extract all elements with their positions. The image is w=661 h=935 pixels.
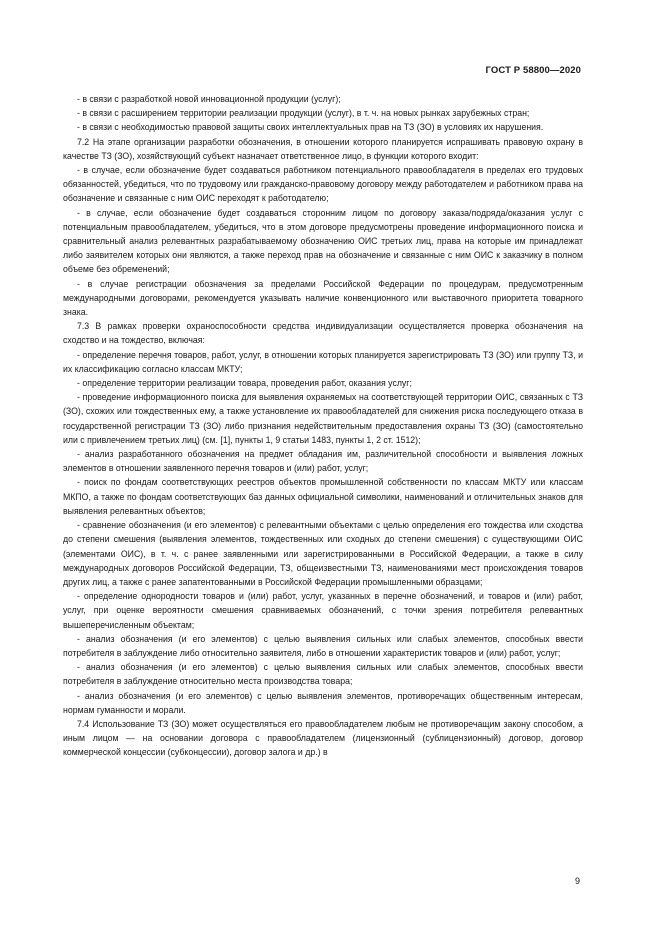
- paragraph: - определение территории реализации товара, проведения работ, оказания услуг;: [77, 378, 412, 389]
- paragraph: - в случае, если обозначение будет создаваться сторонним лицом по договору заказа/подряда/оказания услуг с потенциальным правообладателем, убедиться, что в этом договоре предусмотрены проведение информационного поиска и сравнительный анализ релевантных разрабатываемому обозначению ОИС третьих лиц, права на которые им принадлежат либо заявителем которых они являются, а также переход прав на обозначение и связанные с ним ОИС к заказчику в полном объеме без обременений;: [63, 207, 583, 275]
- paragraph: - определение перечня товаров, работ, услуг, в отношении которых планируется зарегистрировать ТЗ (ЗО) или группу ТЗ, и их классификацию согласно классам МКТУ;: [63, 349, 583, 374]
- standard-number-header: ГОСТ Р 58800—2020: [485, 65, 581, 76]
- paragraph: - в связи с расширением территории реализации продукции (услуг), в т. ч. на новых рынках зарубежных стран;: [77, 108, 530, 119]
- paragraph: - в связи с разработкой новой инновационной продукции (услуг);: [77, 94, 341, 104]
- paragraph: - в случае, если обозначение будет создаваться работником потенциального правообладателя в пределах его трудовых обязанностей, убедиться, что по трудовому или гражданско-правовому договору между работодателем и работником права на обозначение и связанные с ним ОИС переходят к работодателю;: [63, 165, 583, 204]
- paragraph: 7.3 В рамках проверки охраноспособности средства индивидуализации осуществляется проверка обозначения на сходство и на тождество, включая:: [63, 321, 583, 346]
- paragraph: 7.4 Использование ТЗ (ЗО) может осуществляться его правообладателем любым не противоречащим закону способом, а иным лицом — на основании договора с правообладателем (лицензионный (сублицензионный) договор, договор коммерческой концессии (субконцессии), договор залога и др.) в: [63, 718, 583, 758]
- paragraph: 7.2 На этапе организации разработки обозначения, в отношении которого планируется испрашивать правовую охрану в качестве ТЗ (ЗО), хозяйствующий субъект назначает ответственное лицо, в функции которого входит:: [63, 136, 583, 161]
- paragraph: - в связи с необходимостью правовой защиты своих интеллектуальных прав на ТЗ (ЗО) в условиях их нарушения.: [77, 122, 544, 133]
- paragraph: - анализ обозначения (и его элементов) с целью выявления сильных или слабых элементов, способных ввести потребителя в заблуждение либо относительно заявителя, либо в отношении характеристик товаров и (или) работ, услуг;: [63, 633, 583, 658]
- paragraph: - проведение информационного поиска для выявления охраняемых на соответствующей территории ОИС, связанных с ТЗ (ЗО), схожих или тождественных ему, а также установление их правообладателей для снижения риска последующего отказа в государственной регистрации ТЗ (ЗО) либо признания недействительным предоставления охраны ТЗ (ЗО) (самостоятельно или с привлечением третьих лиц) (см. [1], пункты 1, 9 статьи 1483, пункты 1, 2 ст. 1512);: [63, 392, 583, 445]
- paragraph: - анализ обозначения (и его элементов) с целью выявления сильных или слабых элементов, способных ввести потребителя в заблуждение относительно места производства товара;: [63, 662, 583, 687]
- paragraph: - определение однородности товаров и (или) работ, услуг, указанных в перечне обозначений, и товаров и (или) работ, услуг, при оценке вероятности смешения сравниваемых обозначений, с точки зрения потребителя релевантных вышеперечисленным объектам;: [63, 591, 583, 630]
- document-body: [63, 92, 583, 760]
- paragraph: - в случае регистрации обозначения за пределами Российской Федерации по процедурам, предусмотренным международными договорами, рекомендуется указывать наличие конвенционного или выставочного приоритета товарного знака.: [63, 278, 583, 318]
- paragraph: - анализ обозначения (и его элементов) с целью выявления элементов, противоречащих общественным интересам, нормам гуманности и морали.: [63, 690, 583, 715]
- paragraph: - поиск по фондам соответствующих реестров объектов промышленной собственности по классам МКТУ или классам МКПО, а также по фондам соответствующих баз данных официальной символики, наименований и отличительных знаков для выявления релевантных объектов;: [63, 477, 583, 516]
- paragraph: - анализ разработанного обозначения на предмет обладания им, различительной способности и выявления ложных элементов в отношении заявленного перечня товаров и (или) работ, услуг;: [63, 449, 583, 474]
- paragraph: - сравнение обозначения (и его элементов) с релевантными объектами с целью определения его тождества или сходства до степени смешения (выявления элементов, тождественных или сходных до степени смешения) с существующими ОИС (элементами ОИС), в т. ч. с ранее заявленными или зарегистрированными в Российской Федерации, а также в силу международных договоров Российской Федерации, ТЗ, общеизвестными ТЗ, наименованиями мест происхождения товаров других лиц, а также с ранее запатентованными в Российской Федерации промышленными образцами;: [63, 520, 583, 587]
- page-number: 9: [574, 876, 580, 886]
